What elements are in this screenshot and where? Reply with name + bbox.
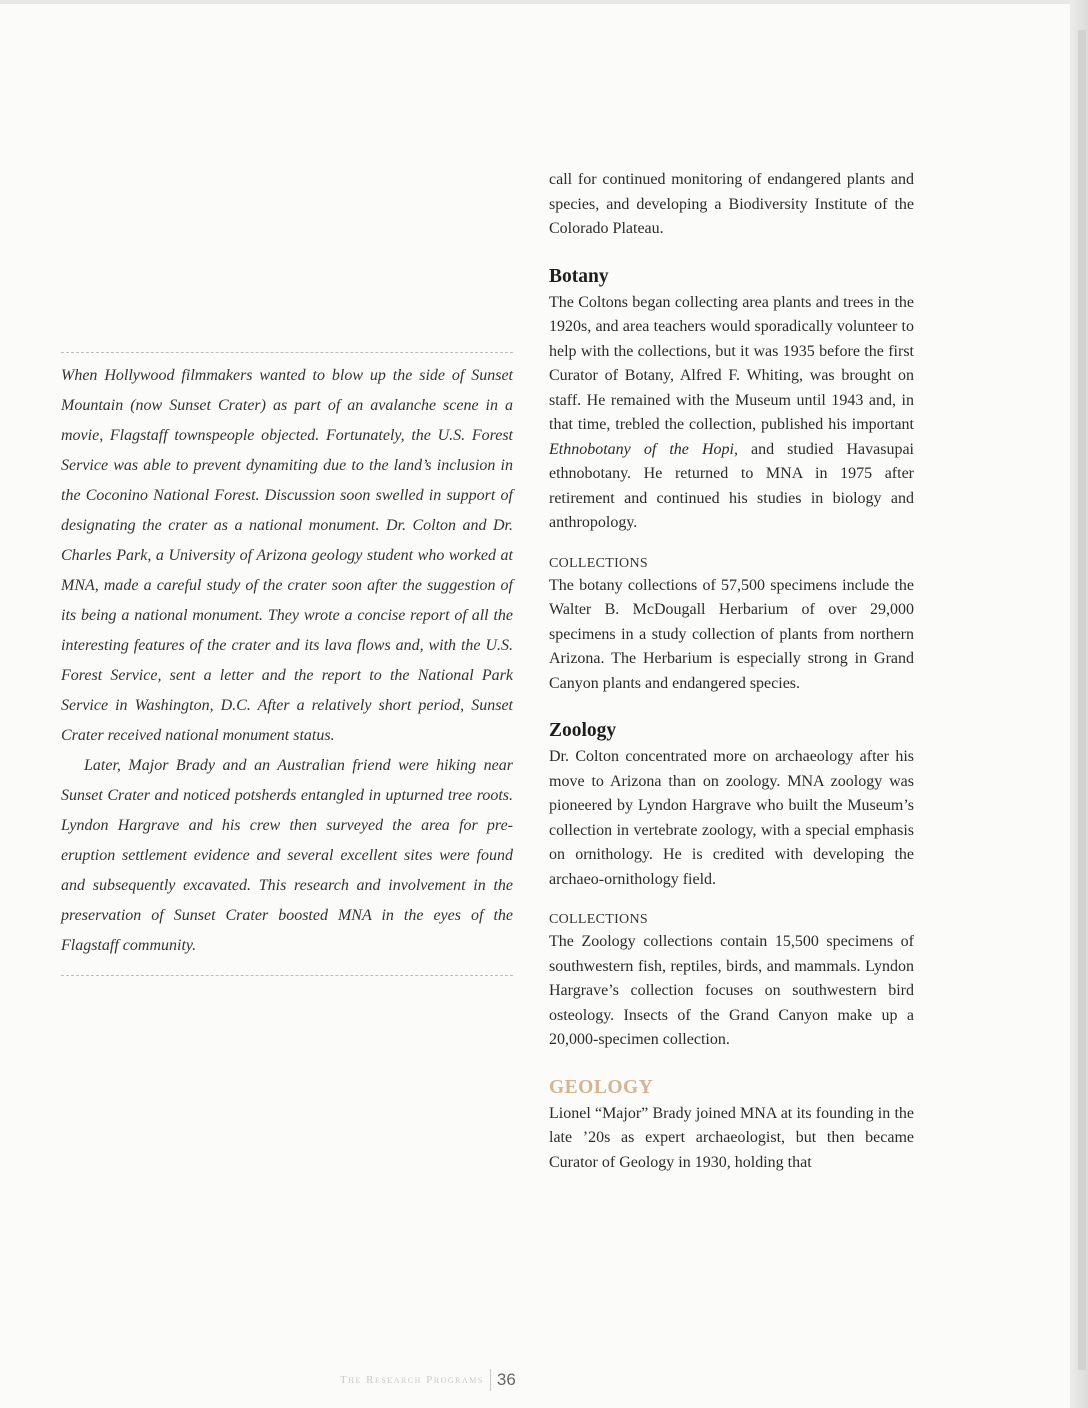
intro-paragraph: call for continued monitoring of endangered plants and species, and developing a Biodiversity Institute of the Colorado Plateau. — [549, 171, 914, 237]
botany-heading: Botany — [549, 265, 609, 287]
botany-text-after: and studied Havasupai ethnobotany. He returned to MNA in 1975 after retirement and continued his studies in biology and anthropology. — [549, 440, 914, 531]
botany-collections-label: COLLECTIONS — [549, 555, 648, 571]
book-title: Ethnobotany of the Hopi, — [549, 440, 738, 458]
page-number: 36 — [496, 1370, 516, 1389]
geology-paragraph: Lionel “Major” Brady joined MNA at its founding in the late ’20s as expert archaeologist, but then became Curator of Geology in 1930, holding that — [549, 1104, 914, 1171]
binding-shadow — [1078, 30, 1086, 1370]
botany-collections-paragraph: The botany collections of 57,500 specimens include the Walter B. McDougall Herbarium of over 29,000 specimens in a study collection of plants from northern Arizona. The Herbarium is especially strong in Grand Canyon plants and endangered species. — [549, 576, 914, 692]
zoology-collections-label: COLLECTIONS — [549, 912, 648, 927]
sidebar-paragraph-1: When Hollywood filmmakers wanted to blow up the side of Sunset Mountain (now Sunset Crater) as part of an avalanche scene in a movie, Flagstaff townspeople objected. Fortunately, the U.S. Forest Service was able to prevent dynamiting due to the land’s inclusion in the Coconino National Forest. Discussion soon swelled in support of designating the crater as a national monument. Dr. Colton and Dr. Charles Park, a University of Arizona geology student who worked at MNA, made a careful study of the crater soon after the suggestion of its being a national monument. They wrote a concise report of all the interesting features of the crater and its lava flows and, with the U.S. Forest Service, sent a letter and the report to the National Park Service in Washington, D.C. After a relatively short period, Sunset Crater received national monument status. — [61, 367, 513, 744]
page-footer — [340, 1368, 590, 1392]
main-column — [549, 168, 914, 1175]
geology-heading: GEOLOGY — [549, 1076, 654, 1098]
footer-separator — [490, 1369, 491, 1391]
sidebar-bottom-divider — [61, 975, 513, 976]
footer-section-title: The Research Programs — [340, 1374, 484, 1386]
sidebar-top-divider — [61, 352, 513, 353]
sidebar-callout — [61, 352, 513, 976]
zoology-collections-paragraph: The Zoology collections contain 15,500 specimens of southwestern fish, reptiles, birds, and mammals. Lyndon Hargrave’s collection focuses on southwestern bird osteology. Insects of the Grand Canyon make up a 20,000-specimen collection. — [549, 933, 914, 1048]
botany-text-before: The Coltons began collecting area plants and trees in the 1920s, and area teachers would sporadically volunteer to help with the collections, but it was 1935 before the first Curator of Botany, Alfred F. Whiting, was brought on staff. He remained with the Museum until 1943 and, in that time, trebled the collection, published his important — [549, 293, 914, 433]
zoology-heading: Zoology — [549, 720, 617, 741]
zoology-paragraph: Dr. Colton concentrated more on archaeology after his move to Arizona than on zoology. MNA zoology was pioneered by Lyndon Hargrave who built the Museum’s collection in vertebrate zoology, with a special emphasis on ornithology. He is credited with developing the archaeo-ornithology field. — [549, 748, 914, 888]
page-top-edge — [0, 0, 1088, 4]
sidebar-paragraph-2: Later, Major Brady and an Australian friend were hiking near Sunset Crater and noticed potsherds entangled in upturned tree roots. Lyndon Hargrave and his crew then surveyed the area for pre-eruption settlement evidence and several excellent sites were found and subsequently excavated. This research and involvement in the preservation of Sunset Crater boosted MNA in the eyes of the Flagstaff community. — [61, 757, 513, 954]
botany-paragraph — [549, 291, 914, 536]
